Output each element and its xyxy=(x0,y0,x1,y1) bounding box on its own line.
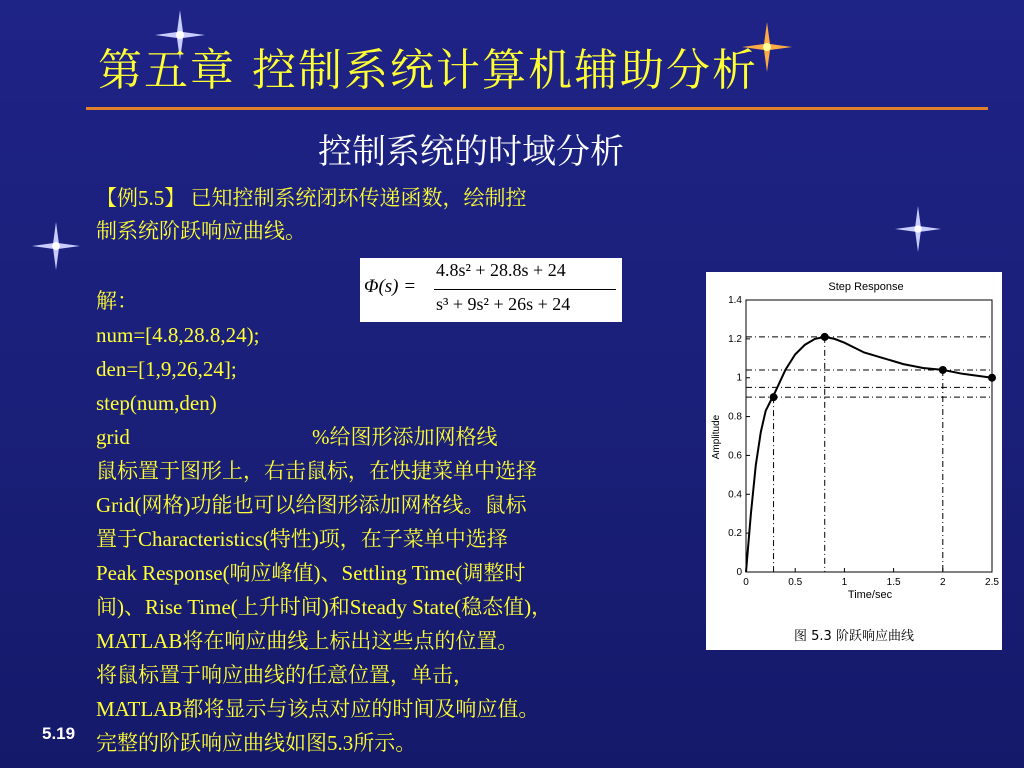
chart-title: Step Response xyxy=(828,281,904,293)
sparkle-icon xyxy=(895,206,941,252)
paragraph-line: Grid(网格)功能也可以给图形添加网格线。鼠标 xyxy=(96,493,527,517)
example-line-2: 制系统阶跃响应曲线。 xyxy=(96,219,306,243)
characteristic-point xyxy=(988,374,996,382)
paragraph-line: 将鼠标置于响应曲线的任意位置，单击， xyxy=(96,663,474,687)
y-tick-label: 0 xyxy=(736,567,742,578)
y-tick-label: 1 xyxy=(736,372,742,384)
paragraph-line: 置于Characteristics(特性)项，在子菜单中选择 xyxy=(96,527,508,551)
paragraph-line: 鼠标置于图形上，右击鼠标，在快捷菜单中选择 xyxy=(96,459,537,483)
formula-denominator: s³ + 9s² + 26s + 24 xyxy=(436,294,571,314)
fraction-bar xyxy=(434,289,616,290)
title-divider xyxy=(86,107,988,110)
page-number: 5.19 xyxy=(42,724,76,743)
characteristic-point xyxy=(770,393,778,401)
x-tick-label: 1 xyxy=(841,577,848,588)
characteristic-point xyxy=(821,333,829,341)
y-tick-label: 0.8 xyxy=(728,411,742,423)
y-tick-label: 1.2 xyxy=(728,333,742,345)
paragraph-line: 间)、Rise Time(上升时间)和Steady State(稳态值)， xyxy=(96,595,553,619)
sparkle-icon xyxy=(32,222,80,270)
transfer-function-formula xyxy=(360,258,622,322)
code-num: num=[4.8,28.8,24); xyxy=(96,323,260,347)
y-tick-label: 0.2 xyxy=(728,528,742,540)
step-response-chart xyxy=(706,272,1002,650)
code-grid: grid xyxy=(96,425,130,449)
x-tick-label: 2 xyxy=(940,577,946,588)
characteristic-point xyxy=(939,366,947,374)
code-step: step(num,den) xyxy=(96,391,217,415)
y-tick-label: 0.4 xyxy=(728,489,742,501)
code-grid-comment: %给图形添加网格线 xyxy=(312,425,498,449)
slide-title: 第五章 控制系统计算机辅助分析 xyxy=(98,45,758,96)
paragraph-line: MATLAB将在响应曲线上标出这些点的位置。 xyxy=(96,629,519,653)
x-tick-label: 0 xyxy=(743,577,749,588)
slide-subtitle: 控制系统的时域分析 xyxy=(318,132,624,172)
formula-numerator: 4.8s² + 28.8s + 24 xyxy=(436,260,566,280)
chart-ylabel: Amplitude xyxy=(711,414,722,460)
paragraph-line: MATLAB都将显示与该点对应的时间及响应值。 xyxy=(96,697,540,721)
plot-frame xyxy=(746,300,992,572)
x-tick-label: 1.5 xyxy=(886,577,901,588)
x-tick-label: 2.5 xyxy=(985,577,999,588)
chart-xlabel: Time/sec xyxy=(847,589,893,601)
code-den: den=[1,9,26,24]; xyxy=(96,357,237,381)
paragraph-line: 完整的阶跃响应曲线如图5.3所示。 xyxy=(96,731,417,755)
figure-caption: 图 5.3 阶跃响应曲线 xyxy=(794,629,914,644)
example-line-1: 【例5.5】 已知控制系统闭环传递函数，绘制控 xyxy=(96,186,527,210)
solution-label: 解： xyxy=(96,289,138,313)
step-response-figure xyxy=(706,272,1002,650)
response-curve xyxy=(746,337,992,572)
paragraph-line: Peak Response(响应峰值)、Settling Time(调整时 xyxy=(96,561,526,585)
y-tick-label: 1.4 xyxy=(728,295,742,306)
y-tick-label: 0.6 xyxy=(728,450,742,462)
x-tick-label: 0.5 xyxy=(788,577,803,588)
formula-lhs: Φ(s) = xyxy=(364,276,417,297)
